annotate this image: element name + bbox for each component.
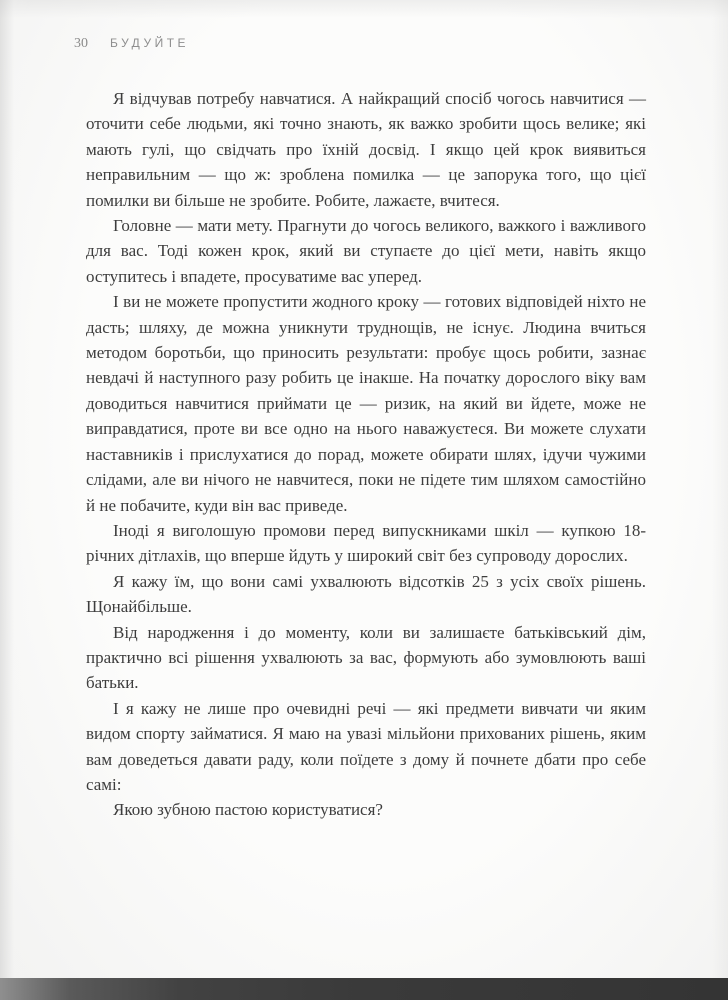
paragraph: І я кажу не лише про очевидні речі — які предмети вивчати чи яким видом спорту займатися. Я маю на увазі мільйони прихованих рішень, яким вам доведеться давати раду, коли поїдете з дому й почнете дбати про себе самі: xyxy=(86,698,646,794)
paragraph: Я відчував потребу навчатися. А найкращий спосіб чогось навчитися — оточити себе людьми, які точно знають, як важко зробити щось велике; які мають гулі, що свідчать про їхній досвід. І якщо цей крок виявиться неправильним — що ж: зроблена помилка — це запорука того, що цієї помилки ви більше не зробите. Робите, лажаєте, вчитеся. xyxy=(86,89,646,210)
paragraph: Якою зубною пастою користуватися? xyxy=(113,800,383,820)
paragraph: Іноді я виголошую промови перед випускниками шкіл — купкою 18-річних дітлахів, що вперше йдуть у широкий світ без супроводу дорослих. xyxy=(86,520,646,566)
page-number: 30 xyxy=(74,36,88,51)
running-head: БУДУЙТЕ xyxy=(110,36,190,50)
scan-bottom-bar xyxy=(0,978,728,1000)
paragraph: Головне — мати мету. Прагнути до чогось великого, важкого і важливого для вас. Тоді кожен крок, який ви ступаєте до цієї мети, навіть якщо оступитесь і впадете, просуватиме вас уперед. xyxy=(86,216,646,286)
paragraph: Від народження і до моменту, коли ви залишаєте батьківський дім, практично всі рішення ухвалюють за вас, формують або зумовлюють ваші батьки. xyxy=(86,622,646,693)
paragraph: Я кажу їм, що вони самі ухвалюють відсотків 25 з усіх своїх рішень. Щонайбільше. xyxy=(86,571,646,617)
page-header xyxy=(74,36,189,52)
body-text xyxy=(86,86,646,823)
paragraph: І ви не можете пропустити жодного кроку — готових відповідей ніхто не дасть; шляху, де можна уникнути труднощів, не існує. Людина вчиться методом боротьби, що приносить результати: пробує щось робити, зазнає невдачі й наступного разу робить це інакше. На початку дорослого віку вам доводиться навчитися приймати це — ризик, на який ви йдете, може не виправдатися, проте ви все одно на нього наважуєтеся. Ви можете слухати наставників і прислухатися до порад, можете обирати шлях, ідучи чужими слідами, але ви нічого не навчитеся, поки не підете тим шляхом самостійно й не побачите, куди він вас приведе. xyxy=(86,292,646,515)
